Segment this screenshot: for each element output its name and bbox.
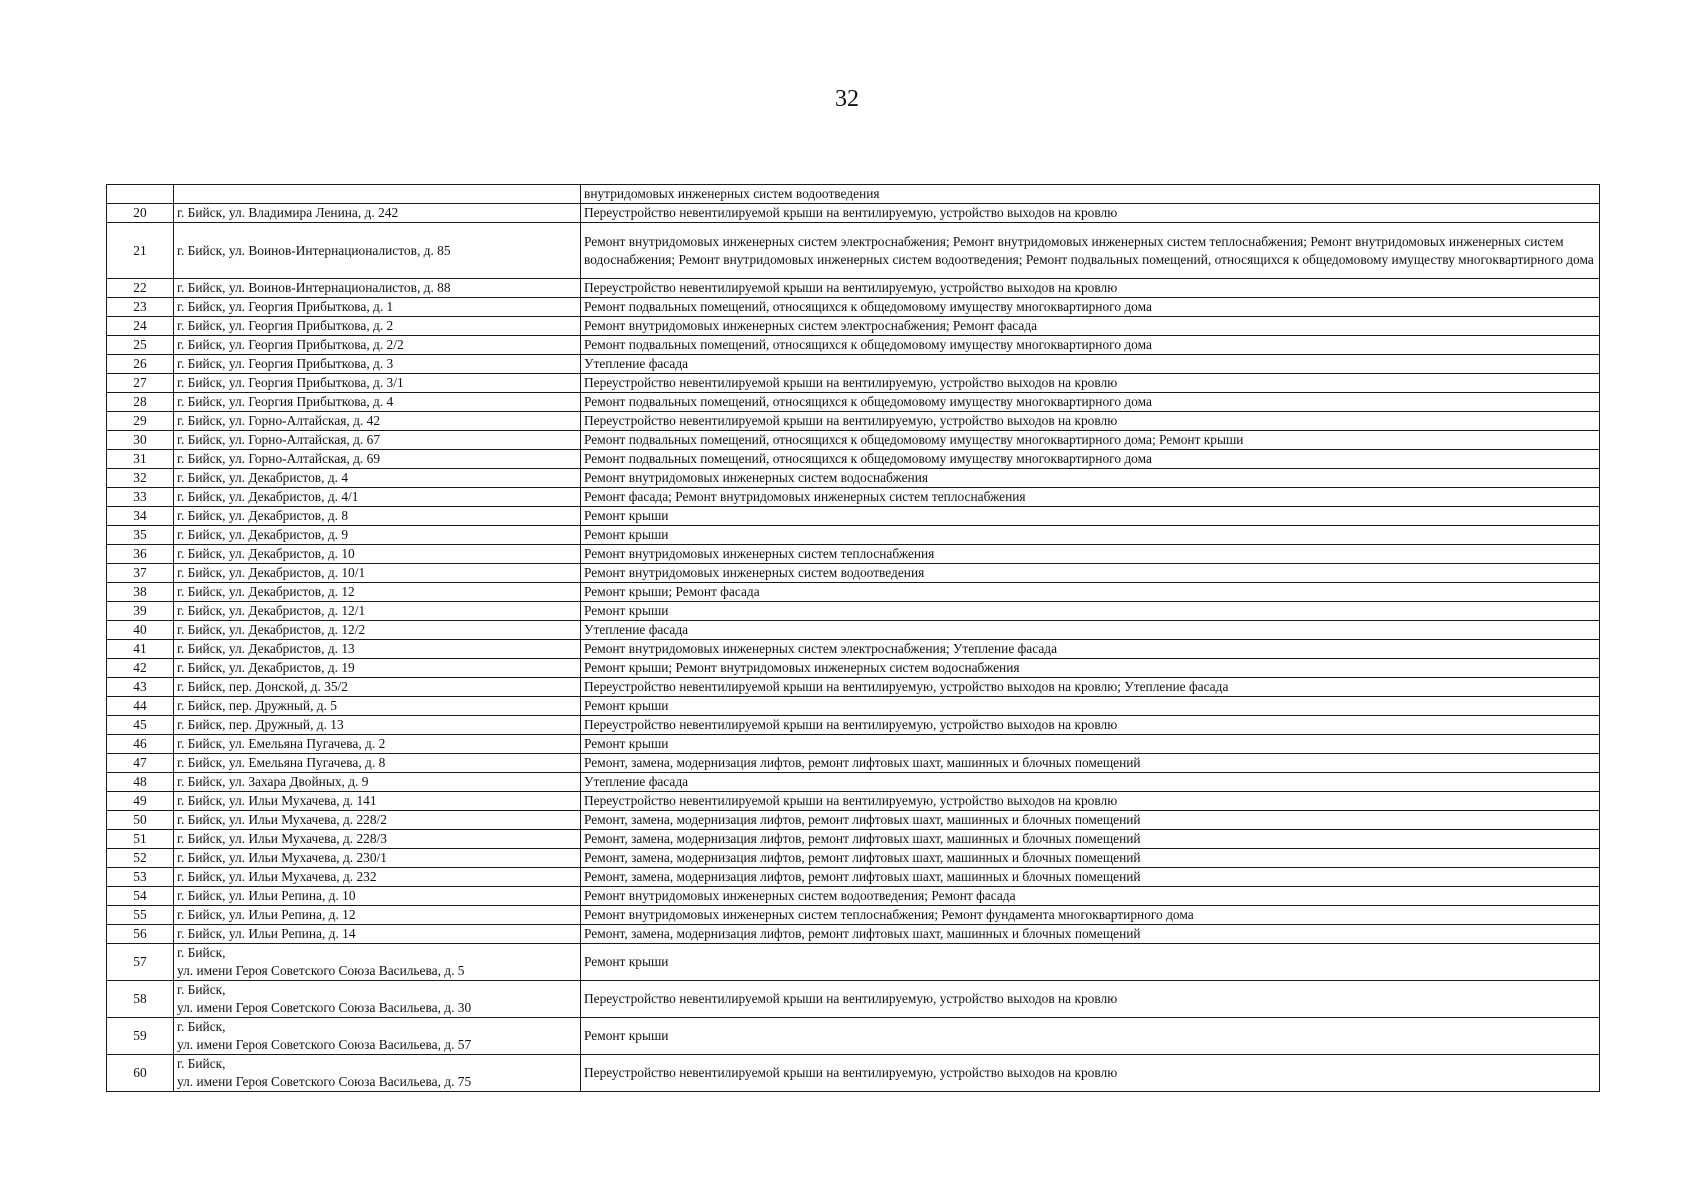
row-works: Ремонт подвальных помещений, относящихся к общедомовому имуществу многоквартирного дома: [581, 336, 1600, 355]
row-number: 55: [107, 906, 174, 925]
row-number: 31: [107, 450, 174, 469]
row-number: 28: [107, 393, 174, 412]
row-number: 41: [107, 640, 174, 659]
row-number: [107, 185, 174, 204]
row-address: г. Бийск, ул. Георгия Прибыткова, д. 1: [174, 298, 581, 317]
row-address: г. Бийск, ул. Георгия Прибыткова, д. 3/1: [174, 374, 581, 393]
row-number: 36: [107, 545, 174, 564]
row-number: 46: [107, 735, 174, 754]
row-works: Ремонт внутридомовых инженерных систем водоснабжения: [581, 469, 1600, 488]
row-number: 24: [107, 317, 174, 336]
row-address: г. Бийск, ул. Ильи Репина, д. 10: [174, 887, 581, 906]
works-table: [106, 184, 1600, 1092]
table-row: [107, 640, 1600, 659]
row-works: Переустройство невентилируемой крыши на вентилируемую, устройство выходов на кровлю; Утепление фасада: [581, 678, 1600, 697]
table-row: [107, 488, 1600, 507]
row-works: Ремонт внутридомовых инженерных систем водоотведения: [581, 564, 1600, 583]
row-address: г. Бийск, ул. Ильи Мухачева, д. 230/1: [174, 849, 581, 868]
row-address: г. Бийск, ул. Ильи Мухачева, д. 232: [174, 868, 581, 887]
row-works: Переустройство невентилируемой крыши на вентилируемую, устройство выходов на кровлю: [581, 981, 1600, 1018]
table-row: [107, 716, 1600, 735]
row-works: Ремонт, замена, модернизация лифтов, ремонт лифтовых шахт, машинных и блочных помещений: [581, 925, 1600, 944]
table-row: [107, 621, 1600, 640]
row-works: Переустройство невентилируемой крыши на вентилируемую, устройство выходов на кровлю: [581, 412, 1600, 431]
row-works: Переустройство невентилируемой крыши на вентилируемую, устройство выходов на кровлю: [581, 1055, 1600, 1092]
row-works: Ремонт внутридомовых инженерных систем электроснабжения; Ремонт внутридомовых инженерных систем теплоснабжения; Ремонт внутридомовых инженерных систем водоснабжения; Ремонт внутридомовых инженерных систем водоотведения; Ремонт подвальных помещений, относящихся к общедомовому имуществу многоквартирного дома: [581, 223, 1600, 279]
row-number: 44: [107, 697, 174, 716]
row-works: Ремонт фасада; Ремонт внутридомовых инженерных систем теплоснабжения: [581, 488, 1600, 507]
row-number: 20: [107, 204, 174, 223]
table-row: [107, 298, 1600, 317]
table-row: [107, 887, 1600, 906]
table-row: [107, 735, 1600, 754]
row-number: 57: [107, 944, 174, 981]
row-number: 45: [107, 716, 174, 735]
row-address: г. Бийск, ул. Декабристов, д. 12: [174, 583, 581, 602]
table-row: [107, 393, 1600, 412]
table-row: [107, 204, 1600, 223]
row-address: г. Бийск, ул. Ильи Мухачева, д. 228/3: [174, 830, 581, 849]
table-row-continuation: [107, 185, 1600, 204]
row-number: 21: [107, 223, 174, 279]
table-row: [107, 678, 1600, 697]
row-number: 23: [107, 298, 174, 317]
row-works: Ремонт крыши: [581, 697, 1600, 716]
row-address: г. Бийск, ул. Ильи Репина, д. 14: [174, 925, 581, 944]
table-row: [107, 1055, 1600, 1092]
row-works: Ремонт, замена, модернизация лифтов, ремонт лифтовых шахт, машинных и блочных помещений: [581, 754, 1600, 773]
row-address: г. Бийск, ул. Декабристов, д. 10/1: [174, 564, 581, 583]
table-row: [107, 830, 1600, 849]
row-number: 52: [107, 849, 174, 868]
row-address: г. Бийск, ул. Захара Двойных, д. 9: [174, 773, 581, 792]
row-address: г. Бийск, ул. Декабристов, д. 10: [174, 545, 581, 564]
row-number: 54: [107, 887, 174, 906]
table-row: [107, 279, 1600, 298]
row-address: г. Бийск, ул. Георгия Прибыткова, д. 2: [174, 317, 581, 336]
row-works: Ремонт, замена, модернизация лифтов, ремонт лифтовых шахт, машинных и блочных помещений: [581, 849, 1600, 868]
row-number: 56: [107, 925, 174, 944]
row-number: 48: [107, 773, 174, 792]
row-address: г. Бийск, ул. Воинов-Интернационалистов, д. 88: [174, 279, 581, 298]
row-works: внутридомовых инженерных систем водоотведения: [581, 185, 1600, 204]
row-address: г. Бийск, пер. Донской, д. 35/2: [174, 678, 581, 697]
row-number: 32: [107, 469, 174, 488]
row-works: Переустройство невентилируемой крыши на вентилируемую, устройство выходов на кровлю: [581, 204, 1600, 223]
row-address: [174, 1055, 581, 1092]
row-number: 22: [107, 279, 174, 298]
row-number: 35: [107, 526, 174, 545]
table-row: [107, 906, 1600, 925]
row-works: Ремонт внутридомовых инженерных систем электроснабжения; Утепление фасада: [581, 640, 1600, 659]
row-address: г. Бийск, ул. Владимира Ленина, д. 242: [174, 204, 581, 223]
row-works: Ремонт подвальных помещений, относящихся к общедомовому имуществу многоквартирного дома: [581, 298, 1600, 317]
row-address: г. Бийск, ул. Декабристов, д. 19: [174, 659, 581, 678]
row-address: г. Бийск, пер. Дружный, д. 13: [174, 716, 581, 735]
row-works: Утепление фасада: [581, 773, 1600, 792]
row-address: [174, 981, 581, 1018]
row-works: Переустройство невентилируемой крыши на вентилируемую, устройство выходов на кровлю: [581, 374, 1600, 393]
row-address-line1: г. Бийск,: [177, 1056, 226, 1071]
row-works: Ремонт крыши: [581, 507, 1600, 526]
row-number: 50: [107, 811, 174, 830]
row-address: г. Бийск, ул. Ильи Репина, д. 12: [174, 906, 581, 925]
row-address: г. Бийск, ул. Емельяна Пугачева, д. 2: [174, 735, 581, 754]
table-row: [107, 223, 1600, 279]
row-address-line2: ул. имени Героя Советского Союза Васильева, д. 30: [177, 1000, 472, 1015]
row-number: 47: [107, 754, 174, 773]
table-row: [107, 526, 1600, 545]
row-works: Ремонт внутридомовых инженерных систем теплоснабжения: [581, 545, 1600, 564]
row-address: г. Бийск, ул. Горно-Алтайская, д. 42: [174, 412, 581, 431]
row-address: [174, 1018, 581, 1055]
row-address: г. Бийск, ул. Георгия Прибыткова, д. 2/2: [174, 336, 581, 355]
table-row: [107, 450, 1600, 469]
row-number: 49: [107, 792, 174, 811]
table-row: [107, 564, 1600, 583]
row-number: 53: [107, 868, 174, 887]
row-address: [174, 944, 581, 981]
table-row: [107, 981, 1600, 1018]
row-number: 26: [107, 355, 174, 374]
row-number: 25: [107, 336, 174, 355]
row-works: Ремонт внутридомовых инженерных систем электроснабжения; Ремонт фасада: [581, 317, 1600, 336]
row-number: 37: [107, 564, 174, 583]
table-row: [107, 925, 1600, 944]
row-address: г. Бийск, ул. Георгия Прибыткова, д. 3: [174, 355, 581, 374]
row-address: [174, 185, 581, 204]
row-number: 30: [107, 431, 174, 450]
table-row: [107, 317, 1600, 336]
table-row: [107, 849, 1600, 868]
row-address: г. Бийск, ул. Ильи Мухачева, д. 141: [174, 792, 581, 811]
row-works: Ремонт крыши: [581, 602, 1600, 621]
row-works: Переустройство невентилируемой крыши на вентилируемую, устройство выходов на кровлю: [581, 792, 1600, 811]
row-address: г. Бийск, пер. Дружный, д. 5: [174, 697, 581, 716]
row-works: Ремонт внутридомовых инженерных систем водоотведения; Ремонт фасада: [581, 887, 1600, 906]
row-works: Ремонт подвальных помещений, относящихся к общедомовому имуществу многоквартирного дома; Ремонт крыши: [581, 431, 1600, 450]
table-row: [107, 811, 1600, 830]
row-works: Ремонт, замена, модернизация лифтов, ремонт лифтовых шахт, машинных и блочных помещений: [581, 830, 1600, 849]
row-works: Утепление фасада: [581, 621, 1600, 640]
row-works: Ремонт крыши; Ремонт фасада: [581, 583, 1600, 602]
table-row: [107, 697, 1600, 716]
table-row: [107, 792, 1600, 811]
row-works: Утепление фасада: [581, 355, 1600, 374]
row-address: г. Бийск, ул. Воинов-Интернационалистов, д. 85: [174, 223, 581, 279]
row-address: г. Бийск, ул. Георгия Прибыткова, д. 4: [174, 393, 581, 412]
row-works: Ремонт крыши; Ремонт внутридомовых инженерных систем водоснабжения: [581, 659, 1600, 678]
row-number: 60: [107, 1055, 174, 1092]
row-address-line2: ул. имени Героя Советского Союза Васильева, д. 75: [177, 1074, 472, 1089]
table-row: [107, 868, 1600, 887]
row-works: Переустройство невентилируемой крыши на вентилируемую, устройство выходов на кровлю: [581, 279, 1600, 298]
row-address: г. Бийск, ул. Горно-Алтайская, д. 67: [174, 431, 581, 450]
row-address: г. Бийск, ул. Декабристов, д. 9: [174, 526, 581, 545]
row-works: Ремонт внутридомовых инженерных систем теплоснабжения; Ремонт фундамента многоквартирного дома: [581, 906, 1600, 925]
row-address: г. Бийск, ул. Декабристов, д. 4/1: [174, 488, 581, 507]
table-row: [107, 1018, 1600, 1055]
row-number: 40: [107, 621, 174, 640]
row-number: 29: [107, 412, 174, 431]
row-address: г. Бийск, ул. Ильи Мухачева, д. 228/2: [174, 811, 581, 830]
row-works: Ремонт подвальных помещений, относящихся к общедомовому имуществу многоквартирного дома: [581, 393, 1600, 412]
table-row: [107, 431, 1600, 450]
row-number: 34: [107, 507, 174, 526]
row-works: Ремонт подвальных помещений, относящихся к общедомовому имуществу многоквартирного дома: [581, 450, 1600, 469]
works-table-body: [107, 185, 1600, 1092]
table-row: [107, 773, 1600, 792]
row-works: Ремонт крыши: [581, 735, 1600, 754]
table-row: [107, 355, 1600, 374]
row-number: 51: [107, 830, 174, 849]
row-works: Ремонт крыши: [581, 1018, 1600, 1055]
table-row: [107, 469, 1600, 488]
row-number: 59: [107, 1018, 174, 1055]
row-address-line2: ул. имени Героя Советского Союза Васильева, д. 5: [177, 963, 465, 978]
row-number: 27: [107, 374, 174, 393]
row-works: Ремонт, замена, модернизация лифтов, ремонт лифтовых шахт, машинных и блочных помещений: [581, 811, 1600, 830]
row-works: Ремонт, замена, модернизация лифтов, ремонт лифтовых шахт, машинных и блочных помещений: [581, 868, 1600, 887]
row-address-line1: г. Бийск,: [177, 982, 226, 997]
table-row: [107, 754, 1600, 773]
table-row: [107, 412, 1600, 431]
row-number: 38: [107, 583, 174, 602]
table-row: [107, 507, 1600, 526]
table-row: [107, 336, 1600, 355]
row-works: Ремонт крыши: [581, 944, 1600, 981]
table-row: [107, 944, 1600, 981]
row-address: г. Бийск, ул. Декабристов, д. 4: [174, 469, 581, 488]
row-works: Переустройство невентилируемой крыши на вентилируемую, устройство выходов на кровлю: [581, 716, 1600, 735]
row-address: г. Бийск, ул. Декабристов, д. 13: [174, 640, 581, 659]
row-number: 43: [107, 678, 174, 697]
row-address-line2: ул. имени Героя Советского Союза Васильева, д. 57: [177, 1037, 472, 1052]
row-works: Ремонт крыши: [581, 526, 1600, 545]
table-row: [107, 374, 1600, 393]
row-number: 39: [107, 602, 174, 621]
table-row: [107, 583, 1600, 602]
page-number: 32: [835, 86, 859, 112]
row-address: г. Бийск, ул. Декабристов, д. 8: [174, 507, 581, 526]
row-number: 33: [107, 488, 174, 507]
row-address-line1: г. Бийск,: [177, 945, 226, 960]
table-row: [107, 659, 1600, 678]
row-address: г. Бийск, ул. Емельяна Пугачева, д. 8: [174, 754, 581, 773]
row-address-line1: г. Бийск,: [177, 1019, 226, 1034]
row-address: г. Бийск, ул. Декабристов, д. 12/2: [174, 621, 581, 640]
row-address: г. Бийск, ул. Горно-Алтайская, д. 69: [174, 450, 581, 469]
row-number: 58: [107, 981, 174, 1018]
table-row: [107, 545, 1600, 564]
row-number: 42: [107, 659, 174, 678]
table-row: [107, 602, 1600, 621]
row-address: г. Бийск, ул. Декабристов, д. 12/1: [174, 602, 581, 621]
